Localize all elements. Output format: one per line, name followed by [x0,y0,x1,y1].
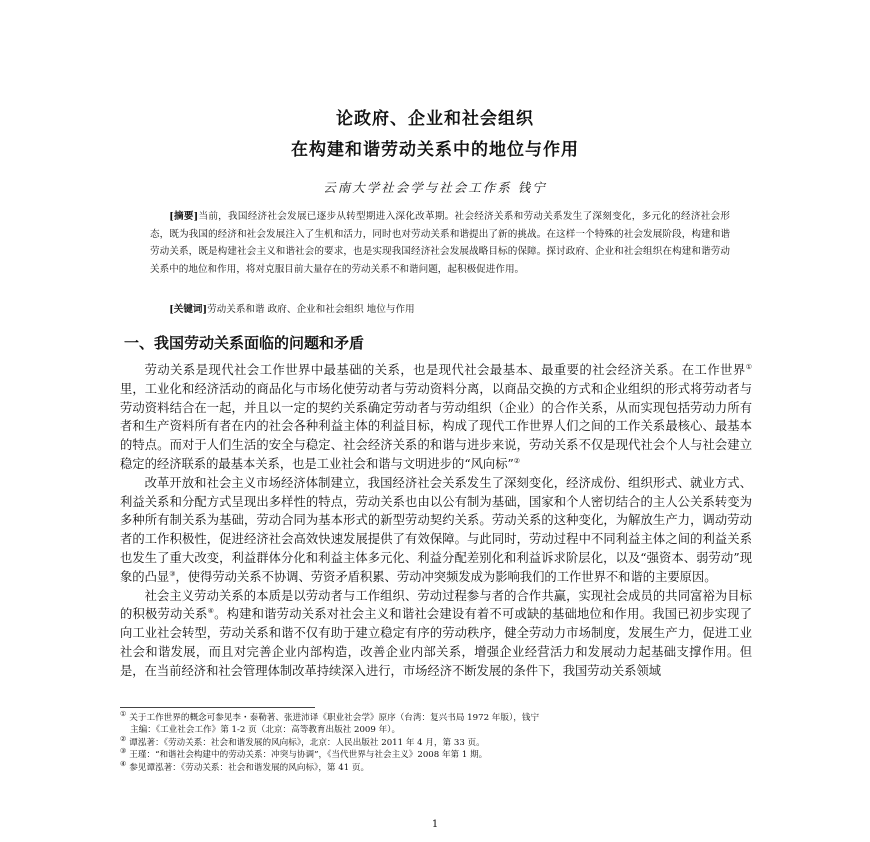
abstract-text: 当前，我国经济社会发展已逐步从转型期进入深化改革期。社会经济关系和劳动关系发生了深刻变化，多元化的经济社会形态，既为我国的经济和社会发展注入了生机和活力，同时也对劳动关系和谐提出了新的挑战。在这样一个特殊的社会发展阶段，构建和谐劳动关系，既是构建社会主义和谐社会的要求，也是实现我国经济社会发展战略目标的保障。探讨政府、企业和社会组织在构建和谐劳动关系中的地位和作用，将对克服目前大量存在的劳动关系不和谐问题，起积极促进作用。 [150,211,730,275]
paragraph-2-part-b: ，使得劳动关系不协调、劳资矛盾积累、劳动冲突频发成为影响我们的工作世界不和谐的主要原因。 [175,569,717,584]
footnote-ref-3[interactable]: ③ [169,569,176,578]
page-number: 1 [431,819,439,830]
abstract [150,208,730,278]
footnote-3 [120,749,760,761]
keywords [150,301,730,319]
footnote-2 [120,734,760,749]
footnote-2-text: 谭泓著：《劳动关系：社会和谐发展的风向标》，北京：人民出版社 2011 年 4 月，第 33 页。 [129,737,485,748]
paragraph-1 [120,361,752,474]
paragraph-2-part-a: 改革开放和社会主义市场经济体制建立，我国经济社会关系发生了深刻变化，经济成份、组织形式、就业方式、利益关系和分配方式呈现出多样性的特点，劳动关系也由以公有制为基础，国家和个人密切结合的主人公关系转变为多种所有制关系为基础，劳动合同为基本形式的新型劳动契约关系。劳动关系的这种变化，为解放生产力，调动劳动者的工作积极性，促进经济社会高效快速发展提供了有效保障。与此同时，劳动过程中不同利益主体之间的利益关系也发生了重大改变，利益群体分化和利益主体多元化、利益分配差别化和利益诉求阶层化，以及“强资本、弱劳动”现象的凸显 [120,475,752,584]
paragraph-1-part-b: 里，工业化和经济活动的商品化与市场化使劳动者与劳动资料分离，以商品交换的方式和企业组织的形式将劳动者与劳动资料结合在一起，并且以一定的契约关系确定劳动者与劳动组织（企业）的合作关系，从而实现包括劳动力所有者和生产资料所有者在内的社会各种利益主体的利益目标，构成了现代工作世界人们之间的工作关系最核心、最基本的特点。而对于人们生活的安全与稳定、社会经济关系的和谐与进步来说，劳动关系不仅是现代社会个人与社会建立稳定的经济联系的最基本关系，也是工业社会和谐与文明进步的“风向标” [120,381,752,471]
footnote-4-text: 参见谭泓著：《劳动关系：社会和谐发展的风向标》，第 41 页。 [129,762,370,773]
abstract-label: [摘要] [169,211,199,222]
paragraph-3-part-b: 。构建和谐劳动关系对社会主义和谐社会建设有着不可或缺的基础地位和作用。我国已初步实现了向工业社会转型，劳动关系和谐不仅有助于建立稳定有序的劳动秩序，健全劳动力市场制度，发展生产力，促进工业社会和谐发展，而且对完善企业内部构造，改善企业内部关系，增强企业经营活力和发展动力起基础支撑作用。但是，在当前经济和社会管理体制改革持续深入进行，市场经济不断发展的条件下，我国劳动关系领域 [120,607,752,678]
footnote-3-text: 王瑾：“和谐社会构建中的劳动关系：冲突与协调”，《当代世界与社会主义》2008 年第 1 期。 [129,750,488,761]
paragraph-1-part-a: 劳动关系是现代社会工作世界中最基础的关系，也是现代社会最基本、最重要的社会经济关系。在工作世界 [144,363,746,377]
footnote-ref-4[interactable]: ④ [207,607,215,616]
footnote-1-mark: ① [120,710,127,719]
paragraph-3 [120,587,752,681]
section-heading: 一、我国劳动关系面临的问题和矛盾 [124,334,365,352]
footnote-ref-1[interactable]: ① [745,362,752,371]
paragraph-3-part-a: 社会主义劳动关系的本质是以劳动者与工作组织、劳动过程参与者的合作共赢，实现社会成员的共同富裕为目标的积极劳动关系 [120,588,752,622]
footnote-divider [120,707,315,708]
paragraph-2 [120,474,752,587]
footnote-1-continuation: 主编：《工业社会工作》第 1-2 页（北京：高等教育出版社 2009 年）。 [130,725,401,736]
footnote-2-mark: ② [120,734,127,743]
body-text [120,361,752,681]
keywords-text: 劳动关系和谐 政府、企业和社会组织 地位与作用 [207,304,415,315]
footnote-1-text: 关于工作世界的概念可参见李・泰勒著、张进沛译《职业社会学》原序（台湾：复兴书局 1972 年版），钱宁 [129,713,540,723]
author-line: 云南大学社会学与社会工作系 钱宁 [323,180,547,195]
title-line-1: 论政府、企业和社会组织 [336,109,534,129]
footnotes [120,712,760,774]
footnote-4-mark: ④ [120,759,127,768]
footnote-1 [120,712,760,724]
keywords-label: [关键词] [169,304,208,315]
footnote-4 [120,759,760,774]
footnote-ref-2[interactable]: ② [513,456,521,465]
footnote-3-mark: ③ [120,747,127,756]
title-line-2: 在构建和谐劳动关系中的地位与作用 [291,140,579,160]
